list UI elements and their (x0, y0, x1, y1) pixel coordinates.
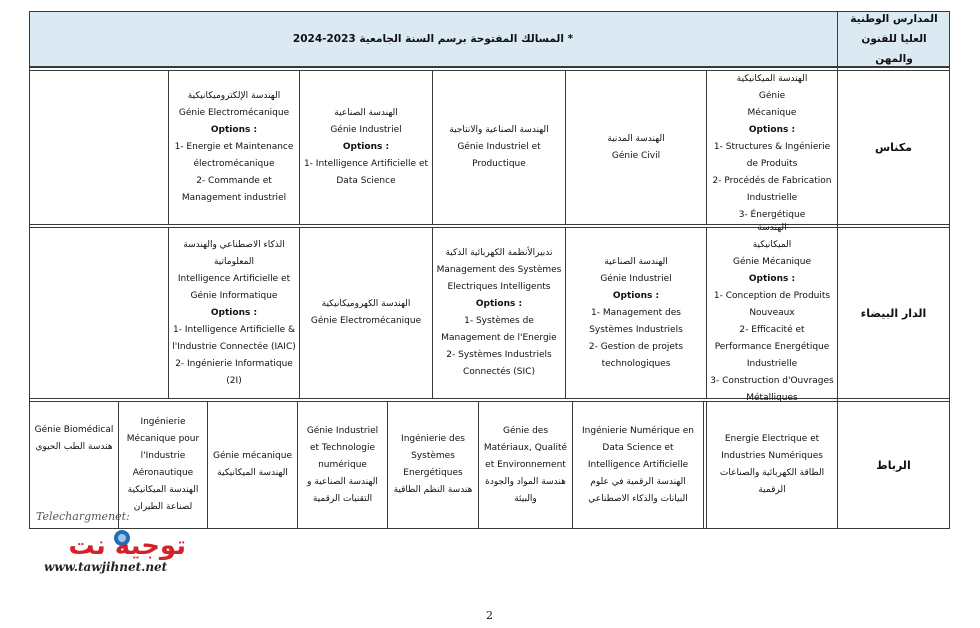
program-cell: الهندسة الميكانيكية Génie Mécanique Options : 1- Structures & Ingénierie de Produits 2- Procédés de Fabrication Industrielle 3- Énergétique (712, 74, 832, 220)
program-cell: Ingénierie Numérique en Data Science et Intelligence Artificielle الهندسة الرقمية في علوم البيانات والذكاء الاصطناعي (582, 425, 694, 504)
program-cell: Ingénierie Mécanique pour l'Industrie Aéronautique الهندسة الميكانيكية لصناعة الطيران (126, 417, 200, 512)
page-number: 2 (486, 609, 493, 622)
watermark-label: Telechargmenet: (36, 510, 130, 523)
program-cell: الهندسة الإلكتروميكانيكية Génie Electromécanique Options : 1- Energie et Maintenance électromécanique 2- Commande et Management industriel (174, 91, 294, 203)
program-cell: الهندسة المدنية Génie Civil (607, 133, 665, 161)
city-meknes: مكناس (874, 141, 912, 154)
program-cell: الهندسة الصناعية Génie Industriel Options : 1- Intelligence Artificielle et Data Science (303, 108, 429, 186)
program-cell: Ingénierie des Systèmes Energétiques هندسة النظم الطاقية (393, 434, 473, 495)
program-cell: Energie Electrique et Industries Numériques الطاقة الكهربائية والصناعات الرقمية (719, 434, 825, 495)
tawjihnet-logo (36, 528, 186, 560)
program-cell: الهندسة الكهروميكانيكية Génie Electromécanique (310, 299, 422, 326)
program-cell: الذكاء الاصطناعي والهندسة المعلوماتية Intelligence Artificielle et Génie Informatique Options : 1- Intelligence Artificielle & l'Industrie Connectée (IAIC) 2- Ingénierie Informatique (2I) (172, 239, 296, 386)
program-cell: Génie Industriel et Technologie numérique الهندسة الصناعية و التقنيات الرقمية (306, 425, 379, 504)
program-cell: Génie Biomédical هندسة الطب الحيوي (34, 425, 114, 452)
city-rabat: الرباط (876, 458, 911, 472)
city-casablanca: الدار البيضاء (860, 306, 927, 320)
program-cell: الهندسة الصناعية Génie Industriel Options : 1- Management des Systèmes Industriels 2- Gestion de projets technologiques (588, 256, 684, 369)
schools-header: المدارس الوطنية العليا للفنون والمهن (850, 13, 938, 65)
program-cell: Génie mécanique الهندسة الميكانيكية (212, 451, 293, 478)
program-cell: تدبيرالأنظمة الكهربائية الذكية Management des Systèmes Electriques Intelligents Options : 1- Systèmes de Management de l'Energie 2- Systèmes Industriels Connectés (SIC) (436, 248, 562, 377)
programs-header: المسالك المفتوحة برسم السنة الجامعية 2023-2024 * (292, 32, 574, 45)
program-cell: Génie des Matériaux, Qualité et Environnement هندسة المواد والجودة والبيئة (483, 425, 568, 504)
svg-text:توجيه نت: توجيه نت (68, 531, 186, 560)
program-cell: الهندسة الصناعية والانتاجية Génie Industriel et Productique (449, 125, 549, 169)
watermark-url[interactable]: www.tawjihnet.net (44, 560, 168, 574)
program-cell: الهندسة الميكانيكية Génie Mécanique Options : 1- Conception de Produits Nouveaux 2- Efficacité et Performance Energétique Industrielle 3- Construction d'Ouvrages Métalliques (710, 222, 834, 403)
